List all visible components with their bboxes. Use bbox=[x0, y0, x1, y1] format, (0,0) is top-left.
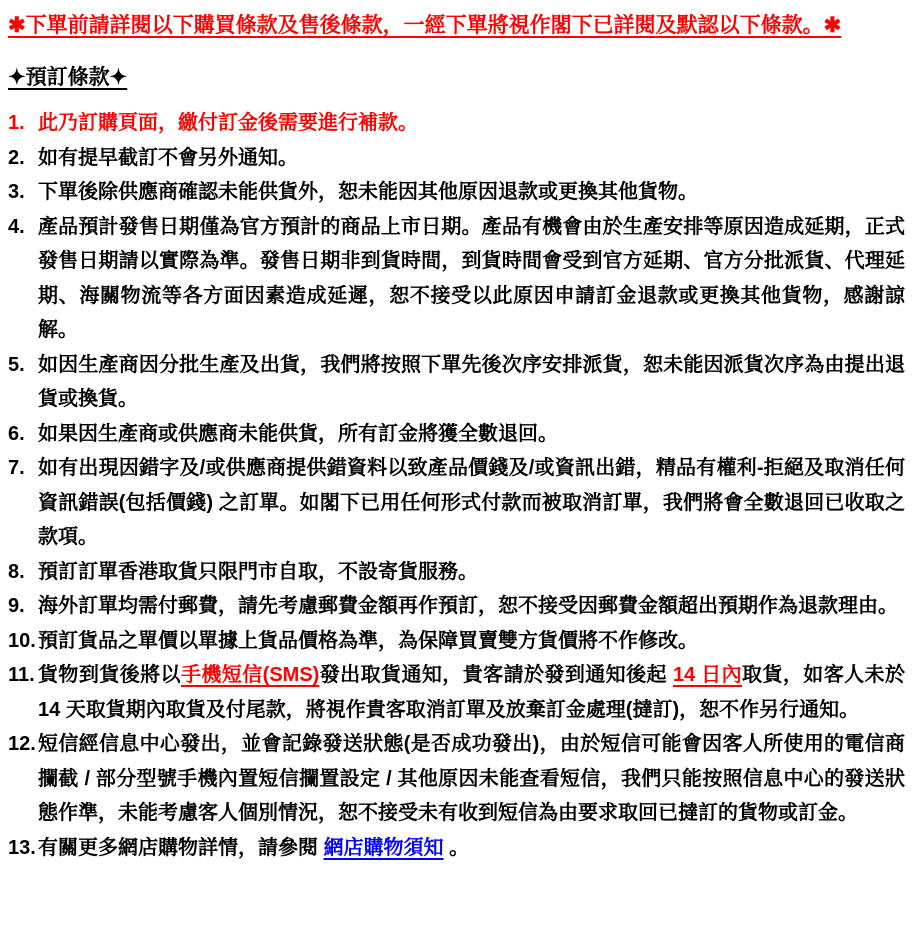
term-item-3 bbox=[8, 175, 905, 210]
term-text-segment: 取貨，如客人未於 14 天取貨期內取貨及付尾款，將視作貴客取消訂單及放棄訂金處理(撻訂)，恕不作另行通知。 bbox=[38, 664, 905, 721]
term-text-segment: 短信經信息中心發出，並會記錄發送狀態(是否成功發出)，由於短信可能會因客人所使用的電信商攔截 / 部分型號手機內置短信攔置設定 / 其他原因未能查看短信，我們只能按照信息中心的發送狀態作準，未能考慮客人個別情況，恕不接受未有收到短信為由要求取回已撻訂的貨物或訂金。 bbox=[38, 733, 905, 824]
term-item-11 bbox=[8, 658, 905, 727]
highlighted-text: 手機短信(SMS) bbox=[180, 664, 320, 686]
term-item-1 bbox=[8, 106, 905, 141]
term-text-segment: 預訂貨品之單價以單據上貨品價格為準，為保障買賣雙方貨價將不作修改。 bbox=[38, 629, 698, 652]
term-text bbox=[38, 181, 698, 203]
term-text bbox=[38, 733, 905, 824]
term-text bbox=[38, 664, 905, 721]
term-number: 11. bbox=[8, 664, 35, 686]
terms-list bbox=[8, 106, 905, 865]
term-text bbox=[38, 630, 698, 652]
term-item-6 bbox=[8, 417, 905, 452]
term-number: 13. bbox=[8, 836, 36, 859]
highlighted-text: 14 日內 bbox=[672, 664, 743, 686]
term-text-segment: 海外訂單均需付郵費，請先考慮郵費金額再作預訂，恕不接受因郵費金額超出預期作為退款理由。 bbox=[38, 595, 898, 617]
term-number: 10. bbox=[8, 629, 36, 652]
term-text-segment: 如因生產商因分批生產及出貨，我們將按照下單先後次序安排派貨，恕未能因派貨次序為由提出退貨或換貨。 bbox=[38, 353, 905, 410]
term-item-7 bbox=[8, 451, 905, 555]
term-text bbox=[38, 457, 905, 548]
term-number: 1. bbox=[8, 112, 25, 134]
term-text-segment: 如有出現因錯字及/或供應商提供錯資料以致產品價錢及/或資訊出錯，精品有權利-拒絕及取消任何資訊錯誤(包括價錢) 之訂單。如閣下已用任何形式付款而被取消訂單，我們將會全數退回已收取之款項。 bbox=[38, 457, 905, 548]
term-text bbox=[38, 354, 905, 411]
term-text-segment: 有關更多網店購物詳情，請參閱 bbox=[38, 836, 324, 859]
term-number: 5. bbox=[8, 353, 25, 376]
term-item-2 bbox=[8, 141, 905, 176]
term-text bbox=[38, 147, 298, 169]
term-text-segment: 如有提早截訂不會另外通知。 bbox=[38, 146, 298, 169]
section-title-preorder-terms: ✦預訂條款✦ bbox=[8, 66, 128, 89]
term-item-8 bbox=[8, 555, 905, 590]
term-number: 6. bbox=[8, 422, 25, 445]
term-text-segment: 。 bbox=[443, 836, 470, 859]
term-item-4 bbox=[8, 210, 905, 348]
term-number: 4. bbox=[8, 215, 25, 238]
term-number: 12. bbox=[8, 733, 36, 755]
term-text bbox=[38, 216, 905, 342]
term-text bbox=[38, 423, 558, 445]
term-text bbox=[38, 595, 898, 617]
term-text-segment: 發出取貨通知，貴客請於發到通知後起 bbox=[319, 664, 673, 686]
term-number: 8. bbox=[8, 560, 25, 583]
term-number: 7. bbox=[8, 457, 25, 479]
term-text-segment: 下單後除供應商確認未能供貨外，恕未能因其他原因退款或更換其他貨物。 bbox=[38, 181, 698, 203]
term-number: 2. bbox=[8, 146, 25, 169]
term-text bbox=[38, 837, 469, 859]
term-text-segment: 貨物到貨後將以 bbox=[38, 664, 181, 686]
term-text-segment: 如果因生產商或供應商未能供貨，所有訂金將獲全數退回。 bbox=[38, 422, 558, 445]
term-number: 9. bbox=[8, 595, 25, 617]
shop-guide-link[interactable]: 網店購物須知 bbox=[323, 836, 444, 859]
term-item-12 bbox=[8, 727, 905, 831]
pre-order-warning-header: ✱下單前請詳閱以下購買條款及售後條款，一經下單將視作閣下已詳閱及默認以下條款。✱ bbox=[8, 14, 842, 37]
term-item-5 bbox=[8, 348, 905, 417]
term-text-segment: 產品預計發售日期僅為官方預計的商品上市日期。產品有機會由於生產安排等原因造成延期，正式發售日期請以實際為準。發售日期非到貨時間，到貨時間會受到官方延期、官方分批派貨、代理延期、海關物流等各方面因素造成延遲，恕不接受以此原因申請訂金退款或更換其他貨物，感謝諒解。 bbox=[38, 215, 905, 341]
term-item-9 bbox=[8, 589, 905, 624]
term-text-segment: 預訂訂單香港取貨只限門市自取，不設寄貨服務。 bbox=[38, 560, 478, 583]
term-text bbox=[38, 112, 418, 134]
term-number: 3. bbox=[8, 181, 25, 203]
term-item-10 bbox=[8, 624, 905, 659]
term-text-segment: 此乃訂購頁面，繳付訂金後需要進行補款。 bbox=[38, 112, 418, 134]
term-item-13 bbox=[8, 831, 905, 866]
term-text bbox=[38, 561, 478, 583]
